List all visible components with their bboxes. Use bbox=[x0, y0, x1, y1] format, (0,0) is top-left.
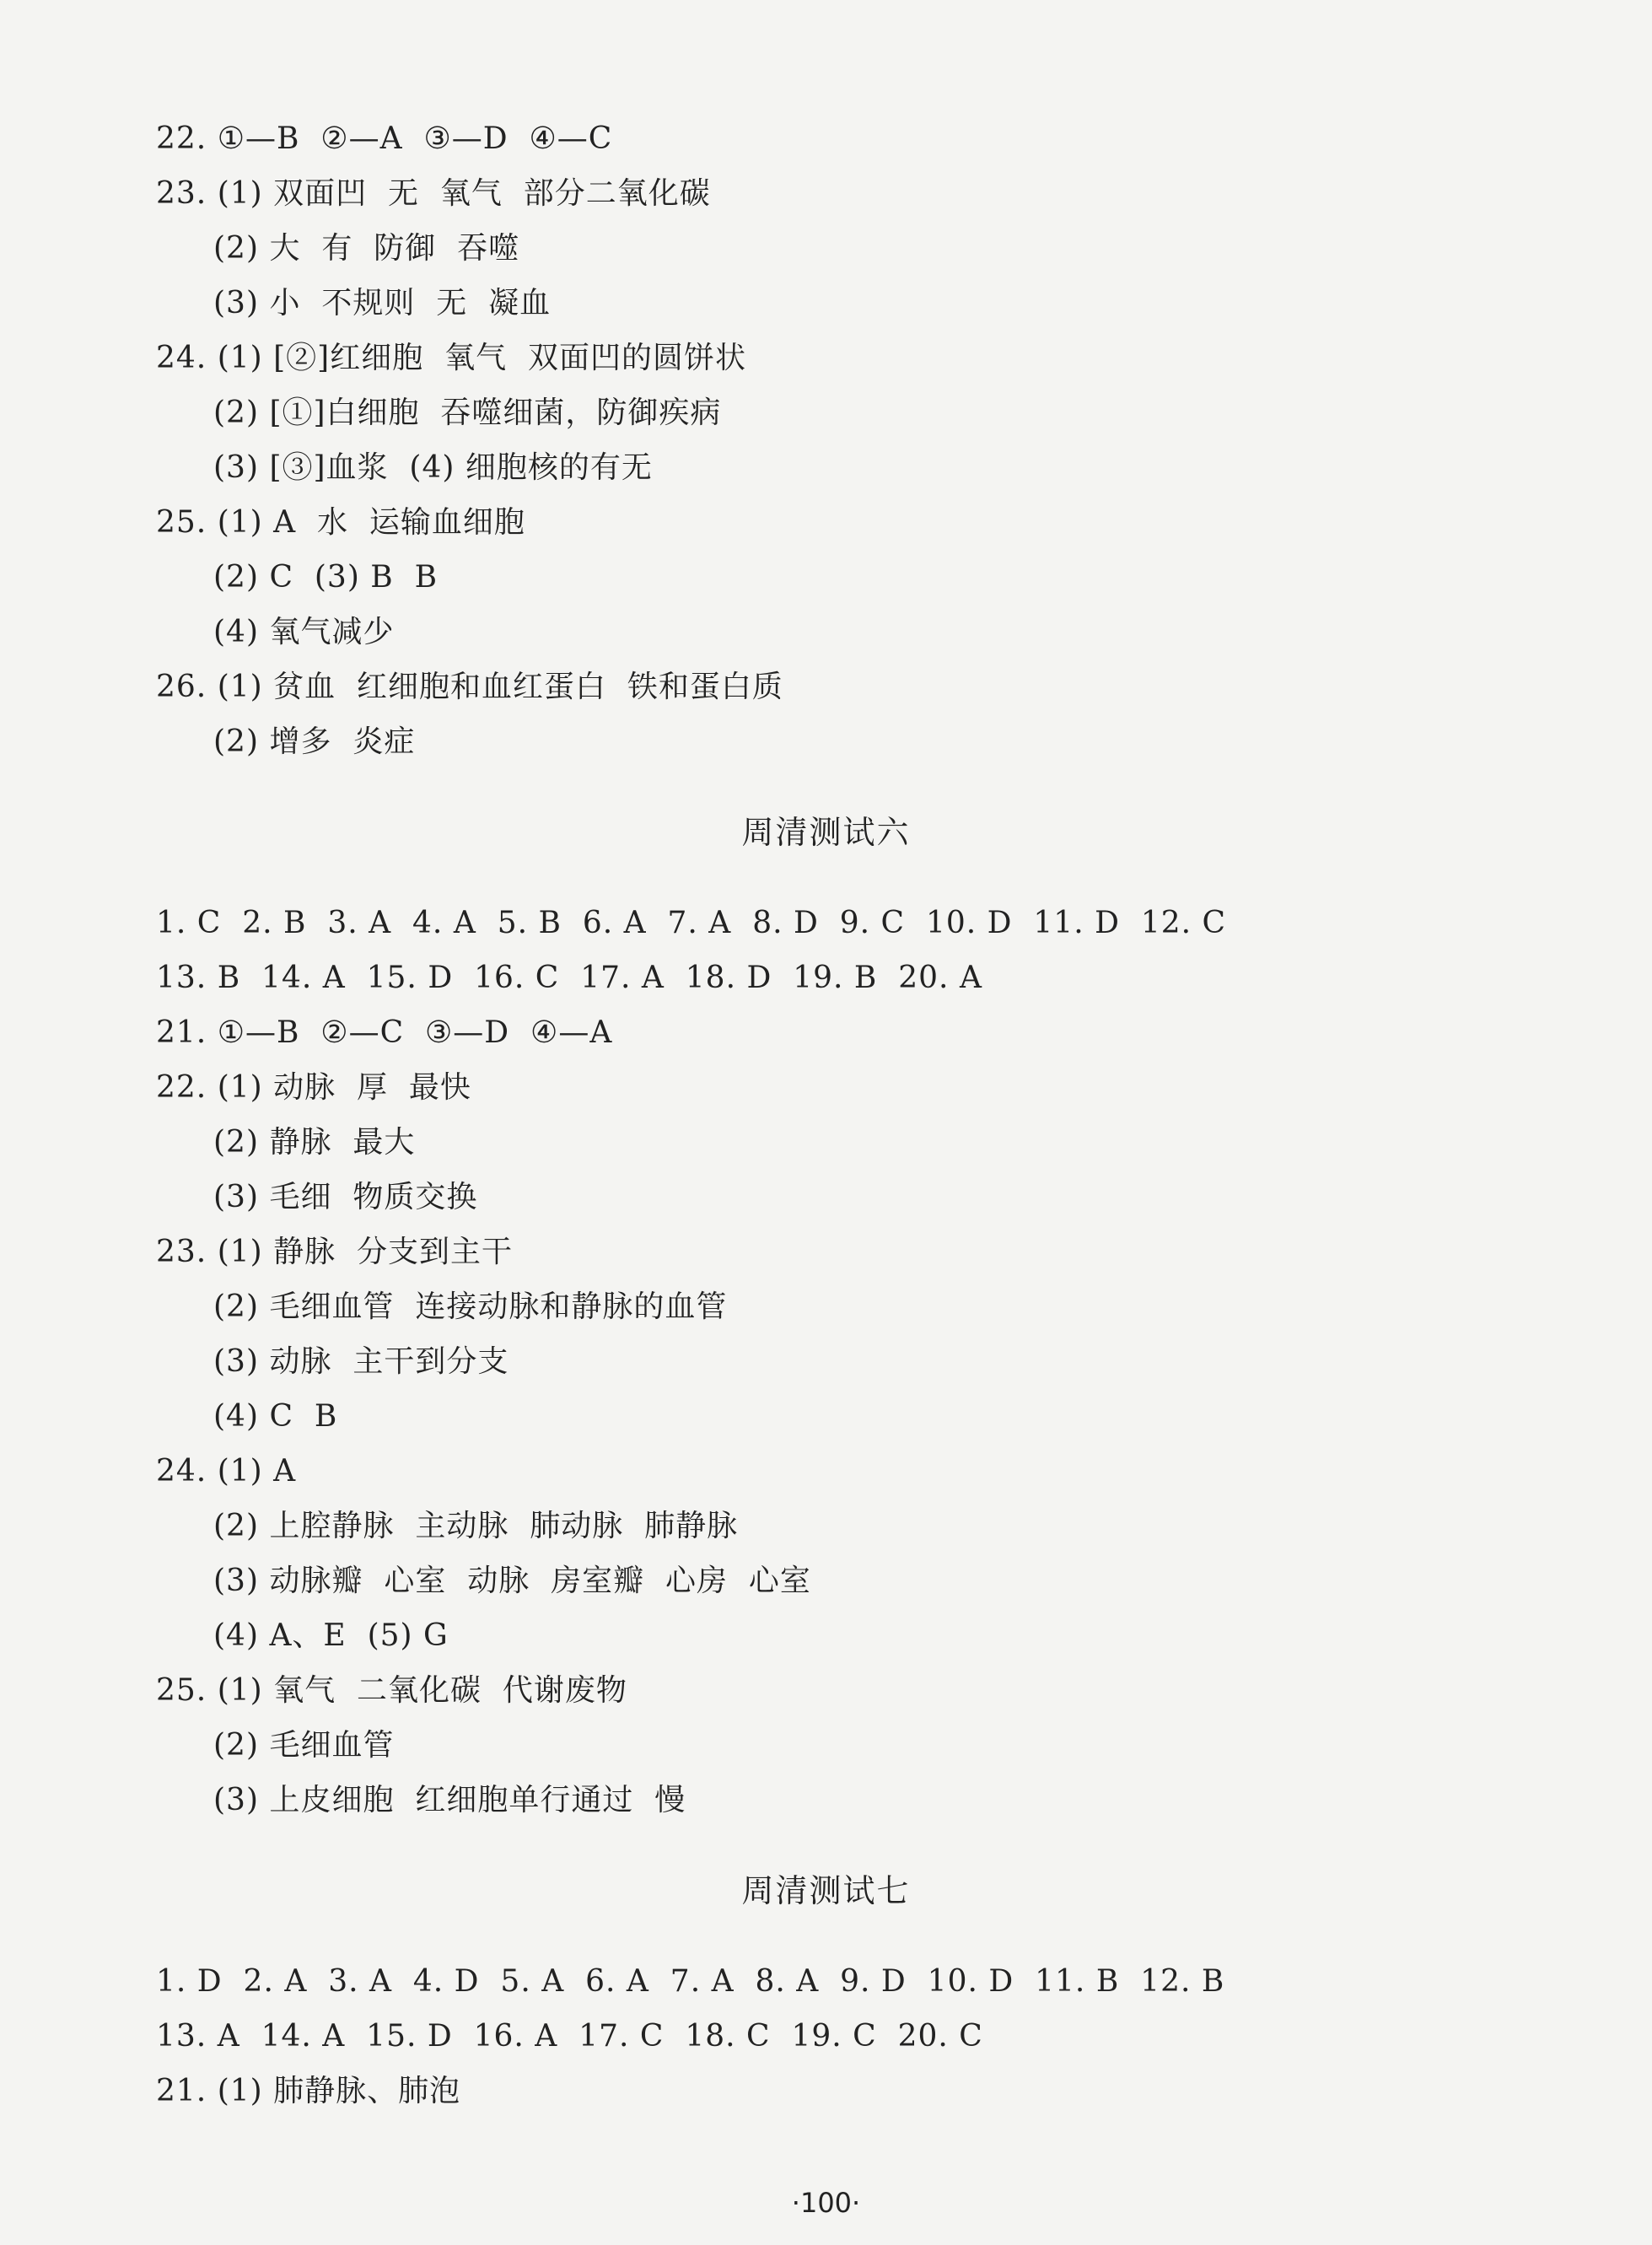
answer-line: (3) 毛细 物质交换 bbox=[213, 1180, 478, 1214]
answer-line: (2) 毛细血管 bbox=[213, 1728, 395, 1763]
answer-line: (2) C (3) B B bbox=[213, 560, 439, 595]
answer-line: 26. (1) 贫血 红细胞和血红蛋白 铁和蛋白质 bbox=[156, 670, 783, 704]
answer-line: (3) 小 不规则 无 凝血 bbox=[213, 286, 552, 320]
answer-line: 22. (1) 动脉 厚 最快 bbox=[156, 1070, 471, 1105]
section-heading: 周清测试六 bbox=[741, 814, 911, 851]
answer-line: 25. (1) A 水 运输血细胞 bbox=[156, 505, 525, 540]
section-heading: 周清测试七 bbox=[741, 1872, 911, 1909]
answer-line: (2) 静脉 最大 bbox=[213, 1125, 416, 1160]
answer-line: (2) 毛细血管 连接动脉和静脉的血管 bbox=[213, 1289, 728, 1324]
answer-line: (3) 动脉瓣 心室 动脉 房室瓣 心房 心室 bbox=[213, 1564, 811, 1598]
answer-line: (2) 大 有 防御 吞噬 bbox=[213, 231, 520, 266]
answer-line: (4) A、E (5) G bbox=[213, 1618, 449, 1653]
answer-line: (3) 动脉 主干到分支 bbox=[213, 1344, 509, 1379]
answer-line: (2) [①]白细胞 吞噬细菌，防御疾病 bbox=[213, 396, 722, 430]
answer-line: (3) [③]血浆 (4) 细胞核的有无 bbox=[213, 450, 653, 485]
answer-line: 1. D 2. A 3. A 4. D 5. A 6. A 7. A 8. A 9. D 10. D 11. B 12. B bbox=[156, 1964, 1225, 1999]
answer-line: (2) 增多 炎症 bbox=[213, 724, 416, 759]
page-number: ·100· bbox=[791, 2187, 861, 2219]
answer-line: 22. ①—B ②—A ③—D ④—C bbox=[156, 121, 613, 156]
answer-line: 24. (1) [②]红细胞 氧气 双面凹的圆饼状 bbox=[156, 341, 746, 375]
answer-line: 1. C 2. B 3. A 4. A 5. B 6. A 7. A 8. D 9. C 10. D 11. D 12. C bbox=[156, 906, 1227, 940]
answer-line: (3) 上皮细胞 红细胞单行通过 慢 bbox=[213, 1783, 686, 1817]
answer-line: 21. ①—B ②—C ③—D ④—A bbox=[156, 1015, 613, 1050]
answer-line: 25. (1) 氧气 二氧化碳 代谢废物 bbox=[156, 1673, 627, 1708]
answer-line: 21. (1) 肺静脉、肺泡 bbox=[156, 2074, 461, 2108]
answer-line: (4) 氧气减少 bbox=[213, 615, 395, 649]
answer-line: (4) C B bbox=[213, 1399, 338, 1434]
answer-line: 23. (1) 静脉 分支到主干 bbox=[156, 1235, 514, 1269]
answer-line: 24. (1) A bbox=[156, 1454, 297, 1489]
answer-line: 13. A 14. A 15. D 16. A 17. C 18. C 19. C 20. C bbox=[156, 2019, 983, 2054]
answer-line: 13. B 14. A 15. D 16. C 17. A 18. D 19. B 20. A bbox=[156, 961, 982, 995]
answer-line: (2) 上腔静脉 主动脉 肺动脉 肺静脉 bbox=[213, 1509, 739, 1543]
answer-line: 23. (1) 双面凹 无 氧气 部分二氧化碳 bbox=[156, 176, 711, 211]
